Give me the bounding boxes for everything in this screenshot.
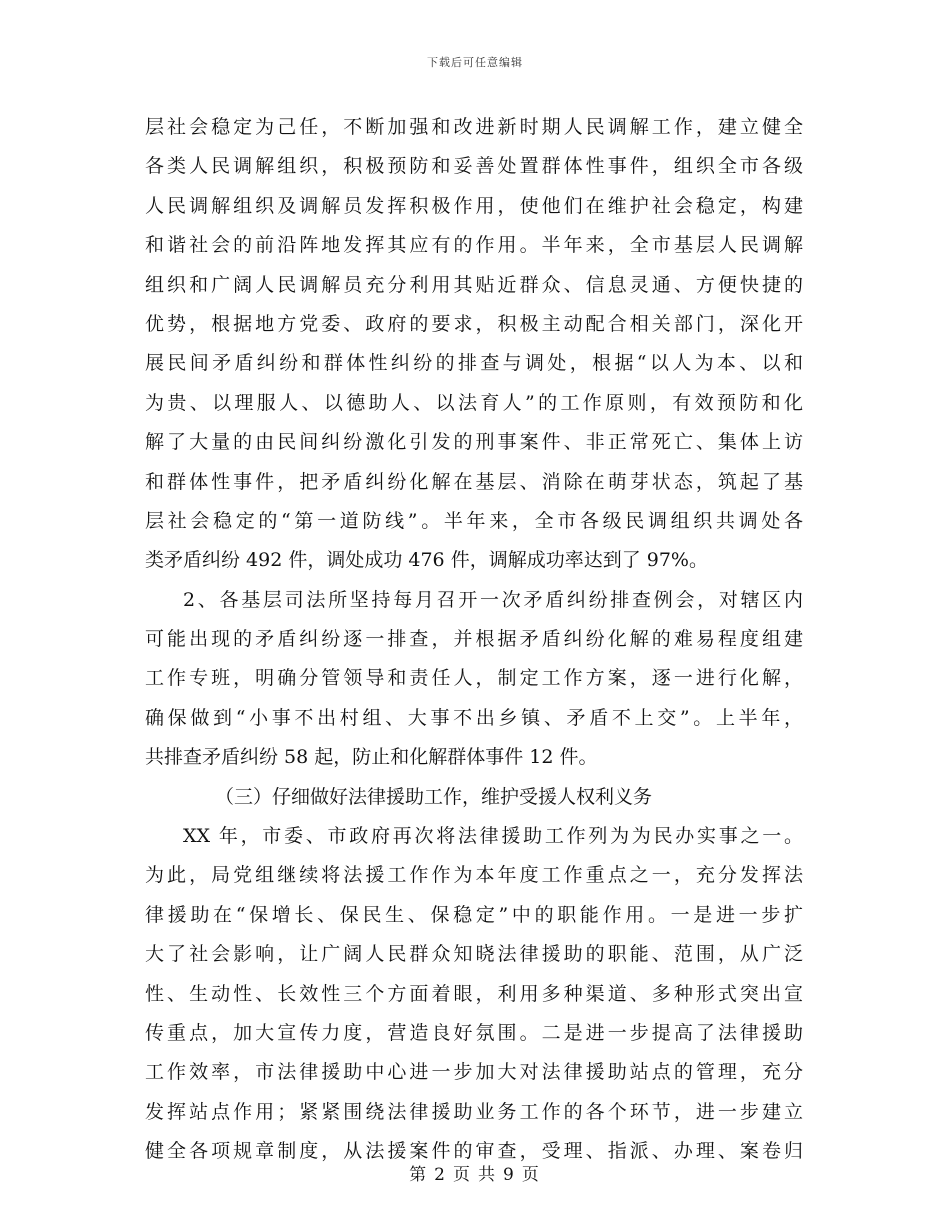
- text-line: 健全各项规章制度，从法援案件的审查，受理、指派、办理、案卷归: [145, 1140, 803, 1163]
- body-text: [145, 108, 803, 1172]
- text-line: 各类人民调解组织，积极预防和妥善处置群体性事件，组织全市各级: [145, 155, 803, 178]
- text-line: 类矛盾纠纷 492 件，调处成功 476 件，调解成功率达到了 97%。: [145, 549, 708, 572]
- page-label-suffix: 页: [521, 1165, 541, 1185]
- text-line: 优势，根据地方党委、政府的要求，积极主动配合相关部门，深化开: [145, 312, 803, 335]
- text-line: 为此，局党组继续将法援工作作为本年度工作重点之一，充分发挥法: [145, 864, 803, 887]
- text-line: 和谐社会的前沿阵地发挥其应有的作用。半年来，全市基层人民调解: [145, 234, 803, 257]
- text-line: 传重点，加大宣传力度，营造良好氛围。二是进一步提高了法律援助: [145, 1021, 803, 1044]
- text-line: 和群体性事件，把矛盾纠纷化解在基层、消除在萌芽状态，筑起了基: [145, 470, 803, 493]
- section-heading: （三）仔细做好法律援助工作，维护受援人权利义务: [215, 785, 653, 808]
- text-line: 律援助在“保增长、保民生、保稳定”中的职能作用。一是进一步扩: [145, 903, 803, 926]
- paragraph-first-line: XX 年，市委、市政府再次将法律援助工作列为为民办实事之一。: [183, 825, 803, 848]
- header-note: 下载后可任意编辑: [427, 56, 523, 69]
- text-line: 工作效率，市法律援助中心进一步加大对法律援助站点的管理，充分: [145, 1061, 803, 1084]
- paragraph-first-line: 2、各基层司法所坚持每月召开一次矛盾纠纷排查例会，对辖区内: [183, 588, 803, 611]
- text-line: 确保做到“小事不出村组、大事不出乡镇、矛盾不上交”。上半年，: [145, 706, 803, 729]
- text-line: 层社会稳定为己任，不断加强和改进新时期人民调解工作，建立健全: [145, 116, 803, 138]
- page-label-mid: 页: [453, 1165, 472, 1185]
- text-line: 解了大量的由民间纠纷激化引发的刑事案件、非正常死亡、集体上访: [145, 431, 803, 454]
- page-label-prefix: 第: [409, 1165, 429, 1185]
- text-line: 发挥站点作用；紧紧围绕法律援助业务工作的各个环节，进一步建立: [145, 1100, 803, 1123]
- text-line: 展民间矛盾纠纷和群体性纠纷的排查与调处，根据“以人为本、以和: [145, 352, 803, 375]
- text-line: 性、生动性、长效性三个方面着眼，利用多种渠道、多种形式突出宣: [145, 982, 803, 1005]
- text-line: 工作专班，明确分管领导和责任人，制定工作方案，逐一进行化解，: [145, 667, 803, 690]
- total-label-prefix: 共: [478, 1165, 497, 1185]
- page-footer: [0, 1160, 950, 1185]
- text-line: 为贵、以理服人、以德助人、以法育人”的工作原则，有效预防和化: [145, 391, 803, 414]
- current-page-number: 2: [434, 1165, 447, 1185]
- text-line: 人民调解组织及调解员发挥积极作用，使他们在维护社会稳定，构建: [145, 194, 803, 217]
- total-pages-number: 9: [503, 1165, 516, 1185]
- text-line: 组织和广阔人民调解员充分利用其贴近群众、信息灵通、方便快捷的: [145, 273, 803, 296]
- text-line: 共排查矛盾纠纷 58 起，防止和化解群体事件 12 件。: [145, 746, 598, 769]
- text-line: 大了社会影响，让广阔人民群众知晓法律援助的职能、范围，从广泛: [145, 943, 803, 966]
- text-line: 可能出现的矛盾纠纷逐一排查，并根据矛盾纠纷化解的难易程度组建: [145, 628, 803, 651]
- text-line: 层社会稳定的“第一道防线”。半年来，全市各级民调组织共调处各: [145, 509, 803, 532]
